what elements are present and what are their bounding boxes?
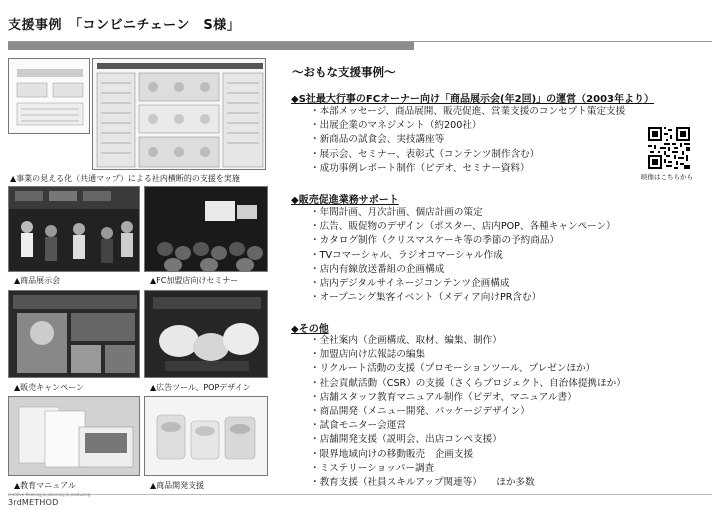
photo-education-manual [8,396,140,476]
list-item: ・ 広告、販促物のデザイン（ポスター、店内POP、各種キャンペーン） [310,220,616,234]
caption-pop-design: ▲広告ツール、POPデザイン [150,383,251,392]
list-item: ・ 店舗スタッフ教育マニュアル制作（ビデオ、マニュアル書） [310,391,626,405]
caption-seminar: ▲FC加盟店向けセミナー [150,276,239,285]
trade-show-image [9,187,140,272]
content-heading: ～おもな支援事例～ [292,65,396,79]
company-logo: 3rdMETHOD [8,498,59,507]
photo-product-development [144,396,268,476]
list-item: ・ 加盟店向け広報誌の編集 [310,348,626,362]
list-item: ・ 出展企業のマネジメント（約200社） [310,119,625,133]
caption-sales-campaign: ▲販売キャンペーン [14,383,84,392]
list-item: ・ 成功事例レポート制作（ビデオ、セミナー資料） [310,162,625,176]
section-1-list [310,105,625,176]
section-1-title [291,90,654,105]
list-item: ・ 店内デジタルサイネージコンテンツ企画構成 [310,277,616,291]
list-item: ・ 試食モニター会運営 [310,419,626,433]
footer-divider [8,494,712,495]
section-1-title-text: ◆S社最大行事のFCオーナー向け「商品展示会(年2回)」の運営（2003年より） [291,94,654,105]
section-2-title [291,191,399,206]
photo-seminar [144,186,268,272]
list-item: ・ 商品開発（メニュー開発、パッケージデザイン） [310,405,626,419]
business-map-small-image [9,59,90,134]
product-development-image [145,397,268,476]
education-manual-image [9,397,140,476]
list-item: ・ カタログ制作（クリスマスケーキ等の季節の予約商品） [310,234,616,248]
list-item: ・ 新商品の試食会、実技講座等 [310,133,625,147]
photo-business-map [8,58,90,134]
photo-pop-design [144,290,268,378]
list-item: ・ 展示会、セミナー、表彰式（コンテンツ制作含む） [310,148,625,162]
qr-caption: 映像はこちらから [641,173,693,181]
photo-business-map-detail [92,58,266,170]
list-item: ・ 店内有線放送番組の企画構成 [310,263,616,277]
list-item: ・ オープニング集客イベント（メディア向けPR含む） [310,291,616,305]
title-accent-bar [8,42,414,50]
business-map-large-image [93,59,266,170]
list-item: ・ 全社案内（企画構成、取材、編集、制作） [310,334,626,348]
section-2-list [310,206,616,305]
section-2-title-text: ◆販売促進業務サポート [291,195,399,206]
qr-code-icon[interactable] [648,127,690,169]
list-item: ・ 年間計画、月次計画、個店計画の策定 [310,206,616,220]
photo-trade-show [8,186,140,272]
sales-campaign-image [9,291,140,378]
list-item: ・ 教育支援（社員スキルアップ関連等） ほか多数 [310,476,626,490]
section-3-title [291,320,329,335]
caption-trade-show: ▲商品展示会 [14,276,61,285]
list-item: ・ 社会貢献活動（CSR）の支援（さくらプロジェクト、自治体提携ほか） [310,377,626,391]
page-title: 支援事例 「コンビニチェーン S様」 [8,18,241,33]
list-item: ・ 限界地域向けの移動販売 企画支援 [310,448,626,462]
caption-education-manual: ▲教育マニュアル [14,481,76,490]
list-item: ・ 店舗開発支援（説明会、出店コンペ支援） [310,433,626,447]
section-3-list [310,334,626,490]
list-item: ・ TVコマーシャル、ラジオコマーシャル作成 [310,249,616,263]
section-3-title-text: ◆その他 [291,324,329,335]
list-item: ・ ミステリーショッパー調査 [310,462,626,476]
photo-sales-campaign [8,290,140,378]
pop-design-image [145,291,268,378]
caption-business-map: ▲事業の見える化（共通マップ）による社内横断的の支援を実施 [10,174,240,183]
list-item: ・ 本部メッセージ、商品展開、販売促進、営業支援のコンセプト策定支援 [310,105,625,119]
seminar-image [145,187,268,272]
caption-product-development: ▲商品開発支援 [150,481,205,490]
logo-tagline: creative thinking & planning & producing [8,492,91,497]
list-item: ・ リクルート活動の支援（プロモーションツール、プレゼンほか） [310,362,626,376]
